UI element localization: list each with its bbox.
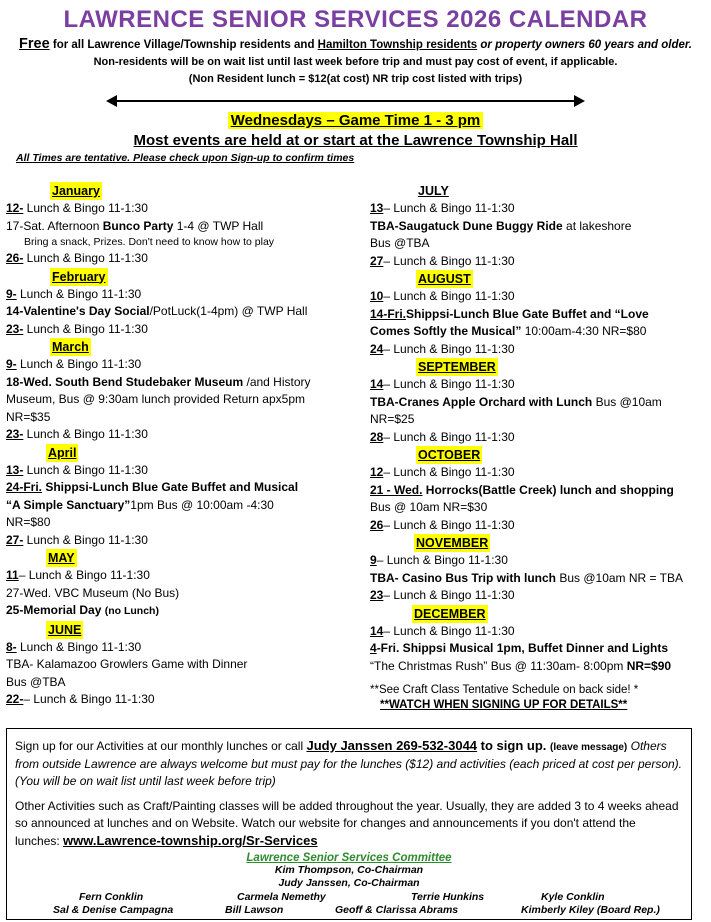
event-apr-27: 27- Lunch & Bingo 11-1:30 bbox=[6, 532, 148, 547]
event-mar-18: 18-Wed. South Bend Studebaker Museum /and History bbox=[6, 374, 311, 389]
month-december: DECEMBER bbox=[414, 606, 486, 621]
intro-nonres-wait: Non-residents will be on wait list until last week before trip and must pay cost of event, if applicable. bbox=[93, 56, 618, 68]
event-sep-tba: TBA-Cranes Apple Orchard with Lunch Bus @10am bbox=[370, 394, 662, 409]
event-nov-23: 23– Lunch & Bingo 11-1:30 bbox=[370, 588, 515, 602]
event-mar-9: 9- Lunch & Bingo 11-1:30 bbox=[6, 357, 142, 371]
month-august: AUGUST bbox=[418, 272, 471, 286]
event-jun-22: 22-– Lunch & Bingo 11-1:30 bbox=[6, 692, 155, 706]
event-aug-24: 24– Lunch & Bingo 11-1:30 bbox=[370, 341, 515, 356]
event-jun-tba-bus: Bus @TBA bbox=[6, 674, 66, 689]
co-chair-2: Judy Janssen, Co-Chairman bbox=[278, 877, 420, 889]
event-jul-13: 13– Lunch & Bingo 11-1:30 bbox=[370, 201, 515, 215]
event-jun-tba: TBA- Kalamazoo Growlers Game with Dinner bbox=[6, 657, 248, 671]
member-name: Carmela Nemethy bbox=[237, 891, 326, 903]
event-sep-tba-cost: NR=$25 bbox=[370, 412, 415, 426]
member-name: Sal & Denise Campagna bbox=[53, 904, 174, 916]
free-label: Free bbox=[19, 36, 50, 52]
event-mar-18-cost: NR=$35 bbox=[6, 409, 51, 424]
month-june: JUNE bbox=[48, 622, 82, 637]
member-name: Geoff & Clarissa Abrams bbox=[335, 904, 459, 916]
event-aug-14-line2: Comes Softly the Musical” 10:00am-4:30 NR=$80 bbox=[370, 324, 647, 338]
intro-property: or property owners 60 years and older. bbox=[477, 39, 692, 51]
event-oct-26: 26– Lunch & Bingo 11-1:30 bbox=[370, 517, 515, 532]
event-apr-13: 13- Lunch & Bingo 11-1:30 bbox=[6, 462, 148, 477]
month-march: March bbox=[52, 340, 89, 354]
event-mar-23: 23- Lunch & Bingo 11-1:30 bbox=[6, 427, 148, 441]
event-jan-26: 26- Lunch & Bingo 11-1:30 bbox=[6, 251, 148, 265]
month-november: NOVEMBER bbox=[416, 536, 489, 550]
month-april: April bbox=[48, 445, 77, 460]
event-feb-9: 9- Lunch & Bingo 11-1:30 bbox=[6, 286, 142, 301]
event-may-11: 11– Lunch & Bingo 11-1:30 bbox=[6, 568, 150, 582]
event-aug-14: 14-Fri.Shippsi-Lunch Blue Gate Buffet and “Love bbox=[370, 306, 649, 321]
month-september: SEPTEMBER bbox=[418, 360, 496, 374]
event-feb-14: 14-Valentine's Day Social/PotLuck(1-4pm) @ TWP Hall bbox=[6, 304, 308, 318]
event-jul-tba-bus: Bus @TBA bbox=[370, 236, 430, 250]
member-name: Kyle Conklin bbox=[541, 891, 605, 903]
tentative-note: All Times are tentative. Please check upon Sign-up to confirm times bbox=[16, 152, 355, 164]
event-jun-8: 8- Lunch & Bingo 11-1:30 bbox=[6, 639, 142, 654]
event-aug-10: 10– Lunch & Bingo 11-1:30 bbox=[370, 289, 515, 303]
contact-phone[interactable]: Judy Janssen 269-532-3044 bbox=[306, 738, 478, 753]
signup-box bbox=[6, 728, 692, 920]
member-name: Terrie Hunkins bbox=[411, 891, 485, 903]
event-oct-21: 21 - Wed. Horrocks(Battle Creek) lunch and shopping bbox=[370, 482, 674, 497]
event-jul-tba: TBA-Saugatuck Dune Buggy Ride at lakeshore bbox=[370, 218, 632, 233]
event-mar-18-line2: Museum, Bus @ 9:30am lunch provided Return apx5pm bbox=[6, 392, 305, 406]
event-apr-24-cost: NR=$80 bbox=[6, 515, 51, 529]
member-name: Fern Conklin bbox=[79, 891, 144, 903]
event-dec-4: 4-Fri. Shippsi Musical 1pm, Buffet Dinner and Lights bbox=[370, 641, 669, 655]
event-may-25: 25-Memorial Day (no Lunch) bbox=[6, 603, 159, 617]
watch-details-note: **WATCH WHEN SIGNING UP FOR DETAILS** bbox=[380, 699, 628, 711]
event-may-27: 27-Wed. VBC Museum (No Bus) bbox=[6, 585, 180, 600]
member-name: Kimberly Kiley (Board Rep.) bbox=[521, 904, 660, 916]
other-activities-paragraph: Other Activities such as Craft/Painting classes will be added throughout the year. Usually, they are added 3 to 4 weeks ahead so announced at lunches and on Website. Watch our website for changes and announcements if you don't attend the lunches: www.Lawrence-township.org/Sr-Services bbox=[15, 799, 679, 848]
month-may: MAY bbox=[48, 551, 75, 565]
committee-heading: Lawrence Senior Services Committee bbox=[246, 852, 452, 864]
craft-class-note: **See Craft Class Tentative Schedule on back side! * bbox=[370, 684, 639, 696]
event-dec-14: 14– Lunch & Bingo 11-1:30 bbox=[370, 623, 515, 638]
intro-hamilton: Hamilton Township residents bbox=[317, 39, 478, 51]
event-nov-9: 9– Lunch & Bingo 11-1:30 bbox=[370, 553, 508, 567]
month-january: January bbox=[52, 184, 100, 198]
held-at-heading: Most events are held at or start at the Lawrence Township Hall bbox=[133, 132, 578, 149]
month-february: February bbox=[52, 269, 106, 284]
event-jan-17-note: Bring a snack, Prizes. Don't need to know how to play bbox=[24, 236, 275, 248]
event-sep-14: 14– Lunch & Bingo 11-1:30 bbox=[370, 377, 515, 391]
outside-note: Others from outside Lawrence are always welcome but must pay for the lunches ($12) and activities (each priced at cost per person). (You will be on wait list until last week before trip) bbox=[15, 739, 682, 788]
month-july: JULY bbox=[418, 184, 449, 198]
event-dec-4-line2: “The Christmas Rush” Bus @ 11:30am- 8:00pm NR=$90 bbox=[370, 658, 672, 673]
arrow-right-icon bbox=[574, 95, 585, 107]
event-feb-23: 23- Lunch & Bingo 11-1:30 bbox=[6, 321, 148, 336]
event-nov-tba: TBA- Casino Bus Trip with lunch Bus @10am NR = TBA bbox=[370, 570, 684, 585]
signup-paragraph: Sign up for our Activities at our monthly lunches or call Judy Janssen 269-532-3044 to sign up. (leave message) Others from outside Lawrence are always welcome but must pay for the lunches ($12) and activities (each priced at cost per person). (You will be on wait list until last week before trip) bbox=[15, 738, 682, 788]
website-link[interactable]: www.Lawrence-township.org/Sr-Services bbox=[63, 833, 318, 848]
wednesday-banner bbox=[0, 112, 711, 130]
intro bbox=[14, 36, 697, 88]
co-chair-1: Kim Thompson, Co-Chairman bbox=[274, 864, 424, 876]
page-title: LAWRENCE SENIOR SERVICES 2026 CALENDAR bbox=[63, 6, 648, 33]
intro-for-all: for all Lawrence Village/Township residents bbox=[49, 39, 291, 51]
double-arrow-divider bbox=[106, 94, 585, 108]
wednesday-text: Wednesdays – Game Time 1 - 3 pm bbox=[228, 112, 484, 129]
right-column bbox=[370, 182, 705, 713]
event-jan-17: 17-Sat. Afternoon Bunco Party 1-4 @ TWP Hall bbox=[6, 218, 264, 233]
month-october: OCTOBER bbox=[418, 448, 481, 462]
intro-nonres-cost: (Non Resident lunch = $12(at cost) NR trip cost listed with trips) bbox=[188, 73, 523, 85]
event-sep-28: 28– Lunch & Bingo 11-1:30 bbox=[370, 429, 515, 444]
member-name: Bill Lawson bbox=[225, 904, 284, 916]
event-apr-24: 24-Fri. Shippsi-Lunch Blue Gate Buffet and Musical bbox=[6, 480, 299, 494]
event-oct-12: 12– Lunch & Bingo 11-1:30 bbox=[370, 465, 515, 479]
event-oct-21-bus: Bus @ 10am NR=$30 bbox=[370, 500, 488, 514]
intro-and: and bbox=[290, 39, 318, 51]
event-jan-12: 12- Lunch & Bingo 11-1:30 bbox=[6, 201, 148, 215]
event-apr-24-line2: “A Simple Sanctuary”1pm Bus @ 10:00am -4:30 bbox=[6, 497, 274, 512]
left-column bbox=[6, 182, 361, 709]
arrow-line bbox=[116, 100, 575, 102]
event-jul-27: 27– Lunch & Bingo 11-1:30 bbox=[370, 253, 515, 268]
